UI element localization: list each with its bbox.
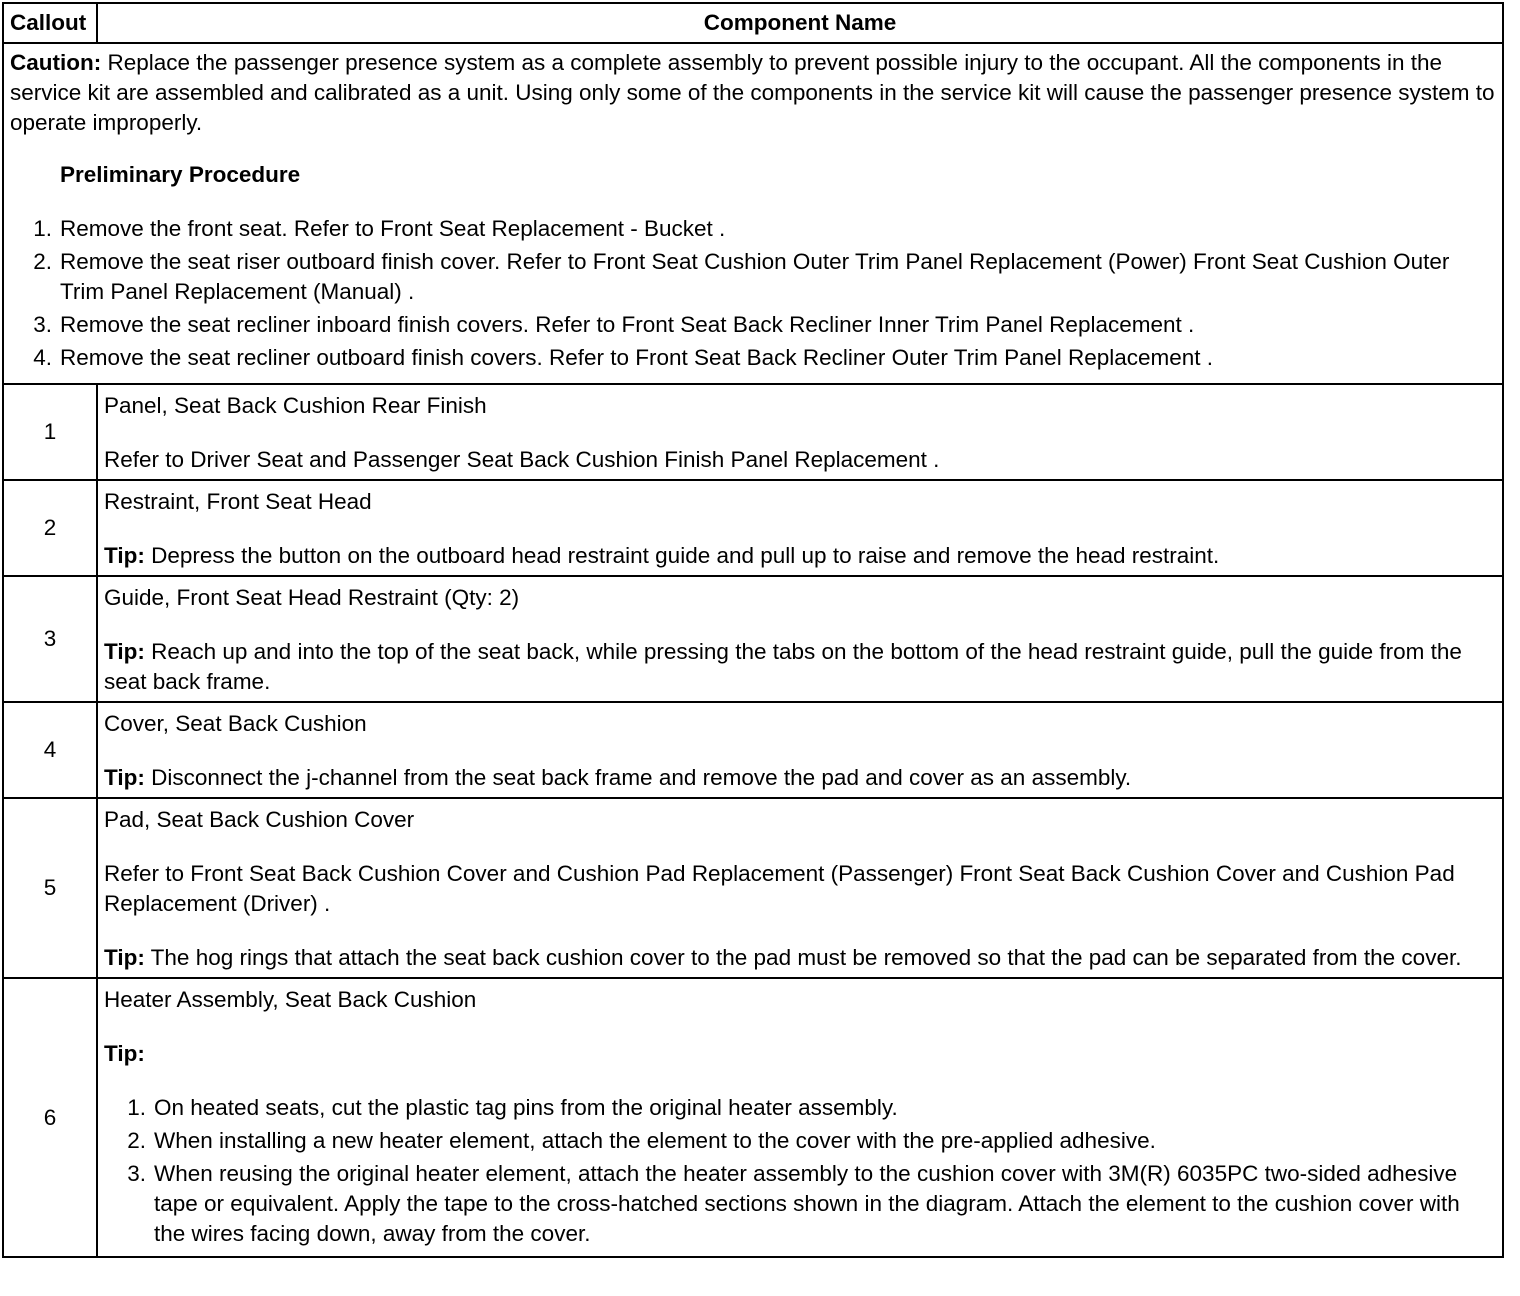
component-cell (97, 978, 1503, 1257)
table-row (3, 384, 1503, 480)
tip-label: Tip: (104, 1041, 145, 1066)
preliminary-steps (10, 214, 1496, 373)
list-item (33, 310, 1496, 340)
component-tip (104, 637, 1496, 697)
table-row (3, 978, 1503, 1257)
table-row (3, 798, 1503, 978)
list-item (127, 1126, 1496, 1156)
caution-label: Caution: (10, 50, 102, 75)
callout-number: 6 (3, 978, 97, 1257)
component-cell (97, 798, 1503, 978)
table-row (3, 576, 1503, 702)
step-text: Remove the front seat. Refer to Front Seat Replacement - Bucket . (60, 216, 726, 241)
table-row (3, 702, 1503, 798)
tip-text: Reach up and into the top of the seat back, while pressing the tabs on the bottom of the head restraint guide, pull the guide from the seat back frame. (104, 639, 1462, 694)
caution-text: Replace the passenger presence system as a complete assembly to prevent possible injury to the occupant. All the components in the service kit are assembled and calibrated as a unit. Using only some of the components in the service kit will cause the passenger presence system to operate improperly. (10, 50, 1495, 135)
component-cell (97, 702, 1503, 798)
component-note: Refer to Front Seat Back Cushion Cover and Cushion Pad Replacement (Passenger) Front Seat Back Cushion Cover and Cushion Pad Replacement (Driver) . (104, 861, 1455, 916)
step-number: 1. (127, 1095, 146, 1120)
component-tip (104, 943, 1496, 973)
caution-paragraph (10, 48, 1496, 138)
step-text: Remove the seat riser outboard finish cover. Refer to Front Seat Cushion Outer Trim Panel Replacement (Power) Front Seat Cushion Outer Trim Panel Replacement (Manual) . (60, 249, 1450, 304)
callout-number: 3 (3, 576, 97, 702)
component-note: Refer to Driver Seat and Passenger Seat Back Cushion Finish Panel Replacement . (104, 447, 940, 472)
component-cell (97, 480, 1503, 576)
step-text: On heated seats, cut the plastic tag pins from the original heater assembly. (154, 1095, 898, 1120)
step-number: 4. (33, 345, 52, 370)
tip-text: Disconnect the j-channel from the seat back frame and remove the pad and cover as an assembly. (144, 765, 1132, 790)
step-text: Remove the seat recliner inboard finish covers. Refer to Front Seat Back Recliner Inner Trim Panel Replacement . (60, 312, 1195, 337)
tip-text: Depress the button on the outboard head restraint guide and pull up to raise and remove the head restraint. (144, 543, 1220, 568)
component-name: Guide, Front Seat Head Restraint (Qty: 2) (104, 585, 520, 610)
component-name-header: Component Name (97, 3, 1503, 43)
component-cell (97, 384, 1503, 480)
tip-label: Tip: (104, 945, 145, 970)
component-name: Heater Assembly, Seat Back Cushion (104, 987, 477, 1012)
tip-label: Tip: (104, 543, 145, 568)
tip-steps (104, 1093, 1496, 1249)
list-item (33, 343, 1496, 373)
tip-label: Tip: (104, 639, 145, 664)
tip-text: The hog rings that attach the seat back cushion cover to the pad must be removed so that the pad can be separated from the cover. (144, 945, 1462, 970)
callout-number: 1 (3, 384, 97, 480)
callout-header: Callout (3, 3, 97, 43)
intro-row (3, 43, 1503, 384)
list-item (33, 247, 1496, 307)
step-text: When installing a new heater element, attach the element to the cover with the pre-applied adhesive. (154, 1128, 1156, 1153)
header-row (3, 3, 1503, 43)
step-number: 2. (127, 1128, 146, 1153)
component-tip (104, 541, 1496, 571)
tip-label: Tip: (104, 765, 145, 790)
component-name: Panel, Seat Back Cushion Rear Finish (104, 393, 487, 418)
step-number: 3. (127, 1161, 146, 1186)
callout-number: 5 (3, 798, 97, 978)
callout-number: 2 (3, 480, 97, 576)
step-number: 2. (33, 249, 52, 274)
component-name: Cover, Seat Back Cushion (104, 711, 367, 736)
step-text: Remove the seat recliner outboard finish covers. Refer to Front Seat Back Recliner Outer Trim Panel Replacement . (60, 345, 1214, 370)
step-number: 1. (33, 216, 52, 241)
component-name: Pad, Seat Back Cushion Cover (104, 807, 415, 832)
component-table (2, 2, 1504, 1258)
list-item (33, 214, 1496, 244)
component-tip (104, 763, 1496, 793)
intro-cell (3, 43, 1503, 384)
component-cell (97, 576, 1503, 702)
callout-number: 4 (3, 702, 97, 798)
preliminary-title: Preliminary Procedure (60, 162, 301, 187)
list-item (127, 1093, 1496, 1123)
step-number: 3. (33, 312, 52, 337)
component-name: Restraint, Front Seat Head (104, 489, 372, 514)
step-text: When reusing the original heater element, attach the heater assembly to the cushion cover with 3M(R) 6035PC two-sided adhesive tape or equivalent. Apply the tape to the cross-hatched sections shown in the diagram. Attach the element to the cushion cover with the wires facing down, away from the cover. (154, 1161, 1460, 1246)
list-item (127, 1159, 1496, 1249)
table-row (3, 480, 1503, 576)
